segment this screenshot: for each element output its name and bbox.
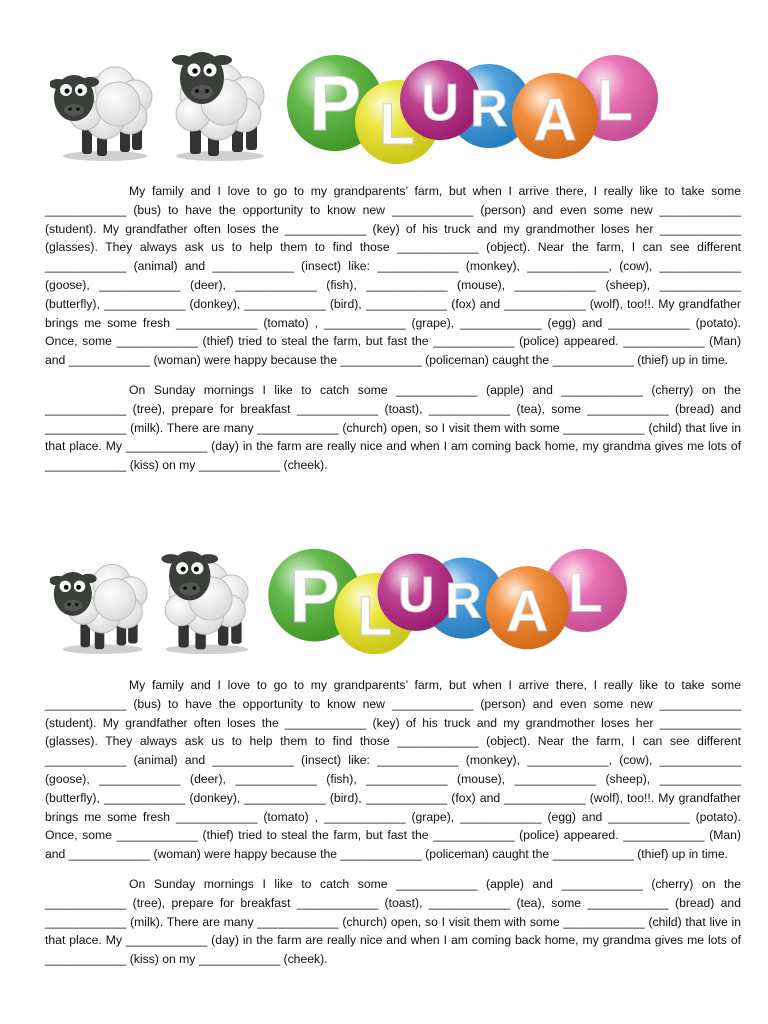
logo-letter-p: P bbox=[289, 553, 340, 638]
sheep-icon bbox=[50, 52, 155, 162]
worksheet-section-1 bbox=[0, 30, 768, 473]
logo-letter-a: A bbox=[506, 578, 549, 644]
paragraph-farm: My family and I love to go to my grandparents’ farm, but when I arrive there, I really like to take some ____________ (bus) to have the opportunity to know new ____________ (person) and even some new ____________ (student). My grandfather often loses the ____________ (key) of his truck and my grandmother loses her ____________ (glasses). They always ask us to help them to find those ____________ (object). Near the farm, I can see different ____________ (animal) and ____________ (insect) like: ____________ (monkey), ____________, (cow), ____________ (goose), ____________ (deer), ____________ (fish), ____________ (mouse), ____________ (sheep), ____________ (butterfly), ____________ (donkey), ____________ (bird), ____________ (fox) and ____________ (wolf), too!!. My grandfather brings me some fresh ____________ (tomato) , ____________ (grape), ____________ (egg) and ____________ (potato). Once, some ____________ (thief) tried to steal the farm, but fast the ____________ (police) appeared. ____________ (Man) and ____________ (woman) were happy because the ____________ (policeman) caught the ____________ (thief) up in time. bbox=[45, 184, 741, 368]
paragraph-farm: My family and I love to go to my grandparents’ farm, but when I arrive there, I really like to take some ____________ (bus) to have the opportunity to know new ____________ (person) and even some new ____________ (student). My grandfather often loses the ____________ (key) of his truck and my grandmother loses her ____________ (glasses). They always ask us to help them to find those ____________ (object). Near the farm, I can see different ____________ (animal) and ____________ (insect) like: ____________ (monkey), ____________, (cow), ____________ (goose), ____________ (deer), ____________ (fish), ____________ (mouse), ____________ (sheep), ____________ (butterfly), ____________ (donkey), ____________ (bird), ____________ (fox) and ____________ (wolf), too!!. My grandfather brings me some fresh ____________ (tomato) , ____________ (grape), ____________ (egg) and ____________ (potato). Once, some ____________ (thief) tried to steal the farm, but fast the ____________ (police) appeared. ____________ (Man) and ____________ (woman) were happy because the ____________ (policeman) caught the ____________ (thief) up in time. bbox=[45, 678, 741, 862]
sheep-icon bbox=[50, 550, 150, 655]
paragraph-sunday: On Sunday mornings I like to catch some ____________ (apple) and ____________ (cherry) on the ____________ (tree), prepare for breakfast ____________ (toast), ____________ (tea), some ____________ (bread) and ____________ (milk). There are many ____________ (church) open, so I visit them with some ____________ (child) that live in that place. My ____________ (day) in the farm are really nice and when I am coming back home, my grandma gives me lots of ____________ (kiss) on my ____________ (cheek). bbox=[45, 382, 741, 473]
logo-letter-l: L bbox=[379, 92, 415, 157]
logo-letter-p: P bbox=[308, 59, 362, 147]
worksheet-section-2 bbox=[0, 528, 768, 967]
paragraph-sunday: On Sunday mornings I like to catch some ____________ (apple) and ____________ (cherry) on the ____________ (tree), prepare for breakfast ____________ (toast), ____________ (tea), some ____________ (bread) and ____________ (milk). There are many ____________ (church) open, so I visit them with some ____________ (child) that live in that place. My ____________ (day) in the farm are really nice and when I am coming back home, my grandma gives me lots of ____________ (kiss) on my ____________ (cheek). bbox=[45, 876, 741, 967]
worksheet-header bbox=[0, 30, 768, 175]
logo-letter-l: L bbox=[357, 583, 392, 647]
sheep-icon bbox=[150, 540, 254, 655]
plural-logo bbox=[285, 48, 665, 168]
plural-logo bbox=[265, 542, 635, 658]
logo-letter-u: U bbox=[421, 74, 459, 132]
sheep-icon bbox=[160, 40, 270, 162]
exercise-text bbox=[45, 182, 741, 486]
logo-letter-l: L bbox=[568, 560, 603, 624]
exercise-text bbox=[45, 676, 741, 980]
logo-letter-l: L bbox=[597, 68, 633, 133]
logo-letter-r: R bbox=[470, 80, 508, 138]
logo-letter-a: A bbox=[533, 86, 577, 153]
logo-letter-r: R bbox=[445, 572, 482, 629]
logo-letter-u: U bbox=[398, 566, 435, 623]
worksheet-header bbox=[0, 528, 768, 673]
